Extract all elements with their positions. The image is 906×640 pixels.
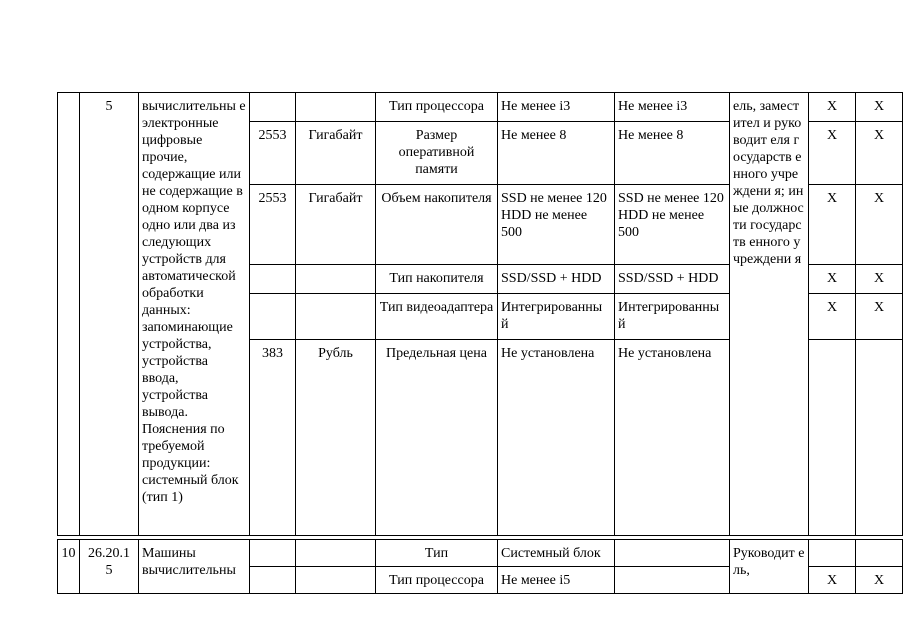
position-category-cell: Руководит ель,	[730, 540, 809, 594]
okei-code-cell: 2553	[250, 122, 296, 185]
unit-cell	[296, 294, 376, 340]
x-mark-cell: X	[856, 294, 903, 340]
okei-code-cell: 2553	[250, 185, 296, 265]
value-cell: SSD/SSD + HDD	[498, 265, 615, 294]
x-mark-cell: X	[809, 122, 856, 185]
okei-code-cell	[250, 294, 296, 340]
x-mark-cell: X	[856, 93, 903, 122]
x-mark-cell: X	[809, 294, 856, 340]
unit-cell	[296, 567, 376, 594]
unit-cell	[296, 540, 376, 567]
unit-cell: Гигабайт	[296, 122, 376, 185]
x-mark-cell: X	[809, 93, 856, 122]
x-mark-cell: X	[856, 122, 903, 185]
characteristic-cell: Тип накопителя	[376, 265, 498, 294]
value-cell: Не установлена	[615, 340, 730, 536]
table-row	[58, 93, 903, 122]
product-name-cell: вычислительны е электронные цифровые прочие, содержащие или не содержащие в одном корпусе одно или два из следующих устройств для автоматической обработки данных: запоминающие устройства, устройства ввода, устройства вывода. Пояснения по требуемой продукции: системный блок (тип 1)	[139, 93, 250, 536]
value-cell: SSD не менее 120 HDD не менее 500	[615, 185, 730, 265]
value-cell: Интегрированны й	[615, 294, 730, 340]
value-cell: SSD не менее 120 HDD не менее 500	[498, 185, 615, 265]
value-cell: SSD/SSD + HDD	[615, 265, 730, 294]
characteristic-cell: Предельная цена	[376, 340, 498, 536]
table-row	[58, 540, 903, 567]
product-name-cell: Машины вычислительны	[139, 540, 250, 594]
value-cell: Не менее i5	[498, 567, 615, 594]
value-cell: Не менее 8	[498, 122, 615, 185]
x-mark-cell	[856, 340, 903, 536]
okei-code-cell	[250, 265, 296, 294]
value-cell: Не установлена	[498, 340, 615, 536]
okei-code-cell	[250, 540, 296, 567]
characteristic-cell: Тип процессора	[376, 93, 498, 122]
characteristic-cell: Размер оперативной памяти	[376, 122, 498, 185]
x-mark-cell	[809, 540, 856, 567]
x-mark-cell	[809, 340, 856, 536]
x-mark-cell: X	[809, 567, 856, 594]
value-cell: Не менее i3	[498, 93, 615, 122]
unit-cell	[296, 265, 376, 294]
okei-code-cell	[250, 93, 296, 122]
value-cell	[615, 540, 730, 567]
row-number-cell	[58, 93, 80, 536]
okpd-code-cell: 26.20.1 5	[80, 540, 139, 594]
characteristic-cell: Тип процессора	[376, 567, 498, 594]
unit-cell: Рубль	[296, 340, 376, 536]
unit-cell	[296, 93, 376, 122]
characteristic-cell: Тип видеоадаптера	[376, 294, 498, 340]
value-cell: Интегрированны й	[498, 294, 615, 340]
value-cell: Не менее 8	[615, 122, 730, 185]
row-number-cell: 10	[58, 540, 80, 594]
value-cell: Не менее i3	[615, 93, 730, 122]
characteristic-cell: Объем накопителя	[376, 185, 498, 265]
okei-code-cell: 383	[250, 340, 296, 536]
x-mark-cell: X	[809, 265, 856, 294]
x-mark-cell: X	[856, 567, 903, 594]
x-mark-cell: X	[856, 265, 903, 294]
x-mark-cell: X	[809, 185, 856, 265]
position-category-cell: ель, заместител и руководит еля государств енного учреждени я; иные должности государств енного учреждени я	[730, 93, 809, 536]
characteristic-cell: Тип	[376, 540, 498, 567]
specification-table	[57, 92, 903, 594]
value-cell	[615, 567, 730, 594]
value-cell: Системный блок	[498, 540, 615, 567]
x-mark-cell	[856, 540, 903, 567]
x-mark-cell: X	[856, 185, 903, 265]
unit-cell: Гигабайт	[296, 185, 376, 265]
okei-code-cell	[250, 567, 296, 594]
okpd-code-cell: 5	[80, 93, 139, 536]
